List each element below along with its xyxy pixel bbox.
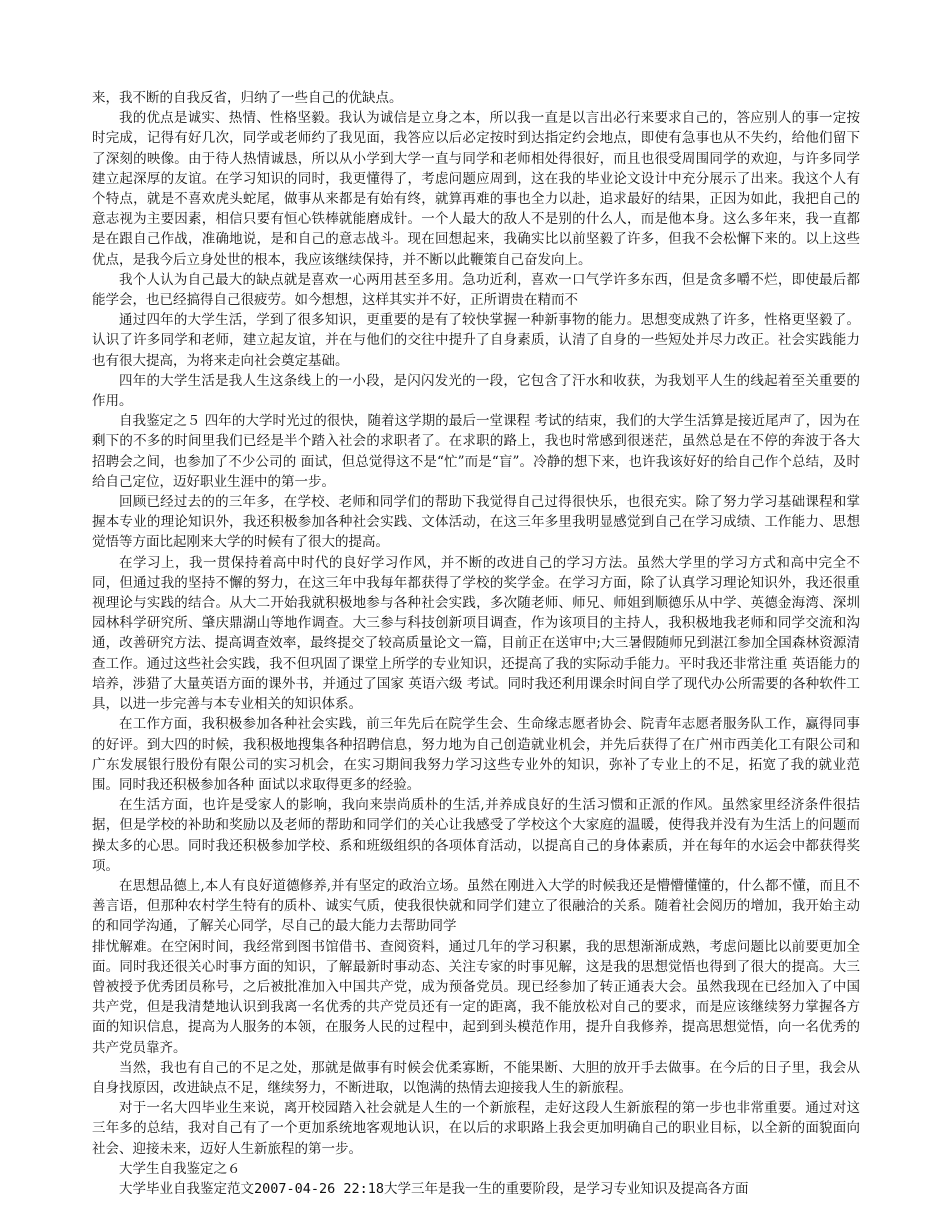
timestamp: 2007-04-26 22:18 (254, 1180, 385, 1197)
final-text: 大学三年是我一生的重要阶段，是学习专业知识及提高各方面 (384, 1180, 749, 1197)
final-prefix: 大学毕业自我鉴定范文 (119, 1180, 254, 1197)
section-heading: 大学生自我鉴定之６ (119, 1160, 241, 1177)
paragraph: 在学习上，我一贯保持着高中时代的良好学习作风，并不断的改进自己的学习方法。虽然大学里的学习方式和高中完全不同，但通过我的坚持不懈的努力，在这三年中我每年都获得了学校的奖学金。在学习方面，除了认真学习理论知识外，我还很重视理论与实践的结合。从大二开始我就积极地参与各种社会实践，多次随老师、师兄、师姐到顺德乐从中学、英德金海湾、深圳园林科学研究所、肇庆鼎湖山等地作调查。大三参与科技创新项目调查，作为该项目的主持人，我积极地我老师和同学交流和沟通，改善研究方法、提高调查效率，最终提交了较高质量论文一篇，目前正在送审中;大三暑假随师兄到湛江参加全国森林资源清查工作。通过这些社会实践，我不但巩固了课堂上所学的专业知识，还提高了我的实际动手能力。平时我还非常注重 英语能力的培养，涉猎了大量英语方面的课外书，并通过了国家 英语六级 考试。同时我还利用课余时间自学了现代办公所需要的各种软件工具，以进一步完善与本专业相关的知识体系。 (92, 554, 860, 713)
paragraph: 我的优点是诚实、热情、性格坚毅。我认为诚信是立身之本，所以我一直是以言出必行来要求自己的，答应别人的事一定按时完成，记得有好几次，同学或老师约了我见面，我答应以后必定按时到达指定约会地点，即使有急事也从不失约，给他们留下了深刻的映像。由于待人热情诚恳，所以从小学到大学一直与同学和老师相处得很好，而且也很受周围同学的欢迎，与许多同学建立起深厚的友谊。在学习知识的同时，我更懂得了，考虑问题应周到，这在我的毕业论文设计中充分展示了出来。我这个人有个特点，就是不喜欢虎头蛇尾，做事从来都是有始有终，就算再难的事也全力以赴，追求最好的结果，正因为如此，我把自己的意志视为主要因素，相信只要有恒心铁棒就能磨成针。一个人最大的敌人不是别的什么人，而是他本身。这么多年来，我一直都是在跟自己作战，准确地说，是和自己的意志战斗。现在回想起来，我确实比以前坚毅了许多，但我不会松懈下来的。以上这些优点，是我今后立身处世的根本，我应该继续保持，并不断以此鞭策自己奋发向上。 (92, 110, 860, 268)
paragraph: 我个人认为自己最大的缺点就是喜欢一心两用甚至多用。急功近利，喜欢一口气学许多东西，但是贪多嚼不烂，即使最后都能学会，也已经搞得自己很疲劳。如今想想，这样其实并不好，正所谓贵在精而不 (92, 271, 860, 309)
paragraph: 在工作方面，我积极参加各种社会实践，前三年先后在院学生会、生命缘志愿者协会、院青年志愿者服务队工作，赢得同事的好评。到大四的时候，我积极地搜集各种招聘信息，努力地为自己创造就业机会，并先后获得了在广州市西美化工有限公司和广东发展银行股份有限公司的实习机会，在实习期间我努力学习这些专业外的知识，弥补了专业上的不足，拓宽了我的就业范围。同时我还积极参加各种 面试以求取得更多的经验。 (92, 716, 860, 793)
paragraph: 对于一名大四毕业生来说，离开校园踏入社会就是人生的一个新旅程，走好这段人生新旅程的第一步也非常重要。通过对这三年多的总结，我对自己有了一个更加系统地客观地认识，在以后的求职路上我会更加明确自己的职业目标，以全新的面貌面向社会、迎接未来，迈好人生新旅程的第一步。 (92, 1100, 860, 1157)
final-paragraph (92, 1179, 860, 1199)
paragraph: 通过四年的大学生活，学到了很多知识，更重要的是有了较快掌握一种新事物的能力。思想变成熟了许多，性格更坚毅了。认识了许多同学和老师，建立起友谊，并在与他们的交往中提升了自身素质，认清了自身的一些短处并尽力改正。社会实践能力也有很大提高，为将来走向社会奠定基础。 (92, 312, 860, 369)
paragraph: 排忧解难。在空闲时间，我经常到图书馆借书、查阅资料，通过几年的学习积累，我的思想渐渐成熟，考虑问题比以前要更加全面。同时我还很关心时事方面的知识，了解最新时事动态、关注专家的时事见解，这是我的思想觉悟也得到了很大的提高。大三曾被授予优秀团员称号，之后被批准加入中国共产党，成为预备党员。现已经参加了转正通表大会。虽然我现在已经加入了中国共产党，但是我清楚地认识到我离一名优秀的共产党员还有一定的距离，我不能放松对自己的要求，而是应该继续努力掌握各方面的知识信息，提高为人服务的本领，在服务人民的过程中，起到到头模范作用，提升自我修养，提高思想觉悟，向一名优秀的共产党员靠齐。 (92, 938, 860, 1056)
paragraph: 当然，我也有自己的不足之处，那就是做事有时候会优柔寡断，不能果断、大胆的放开手去做事。在今后的日子里，我会从自身找原因，改进缺点不足，继续努力，不断进取，以饱满的热情去迎接我人生的新旅程。 (92, 1059, 860, 1096)
paragraph: 四年的大学生活是我人生这条线上的一小段，是闪闪发光的一段，它包含了汗水和收获，为我划平人生的线起着至关重要的作用。 (92, 372, 860, 410)
paragraph: 自我鉴定之５ 四年的大学时光过的很快，随着这学期的最后一堂课程 考试的结束，我们的大学生活算是接近尾声了，因为在剩下的不多的时间里我们已经是半个踏入社会的求职者了。在求职的路上，我也时常感到很迷茫，虽然总是在不停的奔波于各大 招聘会之间，也参加了不少公司的 面试，但总觉得这不是“忙”而是“盲”。冷静的想下来，也许我该好好的给自己作个总结，及时给自己定位，迈好职业生涯中的第一步。 (92, 413, 860, 490)
paragraph: 来，我不断的自我反省，归纳了一些自己的优缺点。 (92, 90, 403, 106)
document-body (92, 88, 860, 1199)
paragraph: 在生活方面，也许是受家人的影响，我向来崇尚质朴的生活,并养成良好的生活习惯和正派的作风。虽然家里经济条件很拮据，但是学校的补助和奖励以及老师的帮助和同学们的关心让我感受了学校这个大家庭的温暖，使得我并没有为生活上的问题而操太多的心思。同时我还积极参加学校、系和班级组织的各项体育活动，以提高自己的身体素质，并在每年的水运会中都获得奖项。 (92, 797, 860, 874)
paragraph: 在思想品德上,本人有良好道德修养,并有坚定的政治立场。虽然在刚进入大学的时候我还是懵懵懂懂的，什么都不懂，而且不善言语，但那种农村学生特有的质朴、诚实气质，使我很快就和同学们建立了很融洽的关系。随着社会阅历的增加，我开始主动的和同学沟通，了解关心同学，尽自己的最大能力去帮助同学 (92, 877, 860, 935)
paragraph: 回顾已经过去的的三年多，在学校、老师和同学们的帮助下我觉得自己过得很快乐，也很充实。除了努力学习基础课程和掌握本专业的理论知识外，我还积极参加各种社会实践、文体活动，在这三年多里我明显感觉到自己在学习成绩、工作能力、思想觉悟等方面比起刚来大学的时候有了很大的提高。 (92, 494, 860, 551)
